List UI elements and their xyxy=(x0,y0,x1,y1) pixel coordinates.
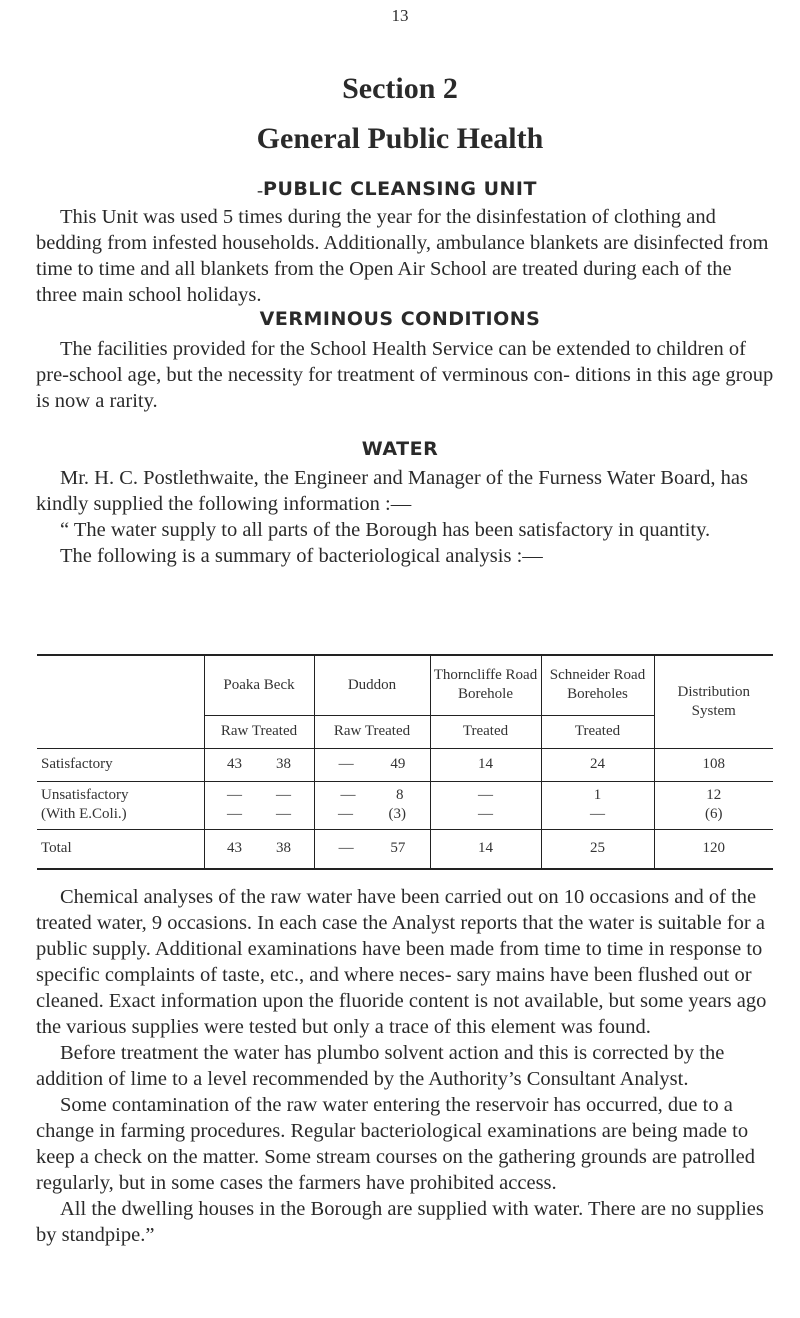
row-label-unsatisfactory xyxy=(37,781,204,829)
cell-duddon xyxy=(314,748,430,781)
water-paragraph-treatment: Before treatment the water has plumbo solvent action and this is corrected by the addition of lime to a level recommended by the Authority’s Consultant Analyst. xyxy=(36,1042,725,1090)
cell-distribution: 120 xyxy=(654,829,773,869)
cell-value: — xyxy=(226,806,242,822)
table-header-row xyxy=(37,655,773,715)
section-title: Section 2 xyxy=(342,72,458,105)
paragraph-text: This Unit was used 5 times during the year for the disinfestation of clothing and bedding from infested households. Additionally, ambulance blankets are disinfected from time to time and all blankets from the Open Air School are treated during each of the three main school holidays. xyxy=(36,206,769,306)
paragraph-verminous-conditions xyxy=(36,336,776,414)
page-number: 13 xyxy=(391,6,409,25)
cell-schneider: 25 xyxy=(541,829,654,869)
cell-poaka xyxy=(204,781,314,829)
header-poaka-beck: Poaka Beck xyxy=(204,655,314,715)
cell-value: — xyxy=(338,806,353,822)
cell-value: — xyxy=(226,787,242,803)
water-summary: The following is a summary of bacteriological analysis :— xyxy=(60,545,543,567)
table-row xyxy=(37,748,773,781)
page-subtitle: General Public Health xyxy=(256,122,544,155)
cell-value: — xyxy=(276,787,292,803)
cell-value: — xyxy=(590,806,605,822)
cell-value: 8 xyxy=(396,787,404,803)
cell-distribution xyxy=(654,781,773,829)
dash-mark: - xyxy=(257,180,263,200)
row-label-line: Unsatisfactory xyxy=(41,787,129,803)
paragraph-text: The facilities provided for the School Health Service can be extended to children of pre-school age, but the necessity for treatment of verminous con- ditions in this age group is now a rarity. xyxy=(36,338,774,412)
table-corner-cell xyxy=(37,655,204,748)
cell-thorncliffe xyxy=(430,781,541,829)
cell-value: 43 xyxy=(226,756,242,772)
subheader-poaka: Raw Treated xyxy=(204,715,314,748)
water-paragraph-chemical: Chemical analyses of the raw water have been carried out on 10 occasions and of the treated water, 9 occasions. In each case the Analyst reports that the water is suitable for a public supply. Additional examinations have been made from time to time in response to specific complaints of taste, etc., and where neces- sary mains have been flushed out or cleaned. Exact information upon the fluoride content is not available, but some years ago the various supplies were tested but only a trace of this element was found. xyxy=(36,886,767,1038)
water-quote: “ The water supply to all parts of the Borough has been satisfactory in quantity. xyxy=(60,519,711,541)
cell-value: — xyxy=(478,806,493,822)
header-duddon: Duddon xyxy=(314,655,430,715)
water-paragraph-supply: All the dwelling houses in the Borough are supplied with water. There are no supplies by standpipe.” xyxy=(36,1198,764,1246)
cell-value: 12 xyxy=(706,787,722,803)
water-intro: Mr. H. C. Postlethwaite, the Engineer and Manager of the Furness Water Board, has kindly supplied the following information :— xyxy=(36,467,748,515)
water-body-block xyxy=(36,884,776,1248)
subheader-duddon: Raw Treated xyxy=(314,715,430,748)
cell-value: 49 xyxy=(390,756,406,772)
cell-value: — xyxy=(478,787,493,803)
cell-duddon xyxy=(314,781,430,829)
subheader-thorncliffe: Treated xyxy=(430,715,541,748)
cell-value: 38 xyxy=(276,756,292,772)
cell-schneider: 24 xyxy=(541,748,654,781)
table-row xyxy=(37,781,773,829)
cell-schneider xyxy=(541,781,654,829)
cell-poaka xyxy=(204,748,314,781)
header-schneider: Schneider Road Boreholes xyxy=(541,655,654,715)
paragraph-public-cleansing xyxy=(36,204,776,308)
cell-value: 43 xyxy=(226,840,242,857)
table-row xyxy=(37,829,773,869)
cell-value: — xyxy=(338,756,354,772)
heading-water: WATER xyxy=(361,438,439,460)
heading-public-cleansing: PUBLIC CLEANSING UNIT xyxy=(263,178,537,200)
cell-poaka xyxy=(204,829,314,869)
cell-value: 38 xyxy=(276,840,292,857)
cell-value: 1 xyxy=(593,787,602,803)
cell-value: 57 xyxy=(390,840,406,857)
cell-duddon xyxy=(314,829,430,869)
cell-thorncliffe: 14 xyxy=(430,829,541,869)
header-thorncliffe: Thorncliffe Road Borehole xyxy=(430,655,541,715)
cell-value: (3) xyxy=(388,806,406,822)
row-label-line: (With E.Coli.) xyxy=(41,806,127,822)
water-paragraph-contamination: Some contamination of the raw water entering the reservoir has occurred, due to a change in farming procedures. Regular bacteriological examinations are being made to keep a check on the matter. Some stream courses on the gathering grounds are patrolled regularly, but in some cases the farmers have prohibited access. xyxy=(36,1094,755,1194)
cell-value: — xyxy=(340,787,356,803)
cell-value: — xyxy=(338,840,354,857)
cell-value: — xyxy=(276,806,292,822)
row-label-total: Total xyxy=(37,829,204,869)
water-intro-block xyxy=(36,465,776,569)
cell-distribution: 108 xyxy=(654,748,773,781)
bacteriological-analysis-table xyxy=(37,654,773,870)
cell-value: (6) xyxy=(705,806,723,822)
row-label-satisfactory: Satisfactory xyxy=(37,748,204,781)
heading-verminous-conditions: VERMINOUS CONDITIONS xyxy=(259,308,541,330)
cell-thorncliffe: 14 xyxy=(430,748,541,781)
header-distribution: Distribution System xyxy=(654,655,773,748)
subheader-schneider: Treated xyxy=(541,715,654,748)
